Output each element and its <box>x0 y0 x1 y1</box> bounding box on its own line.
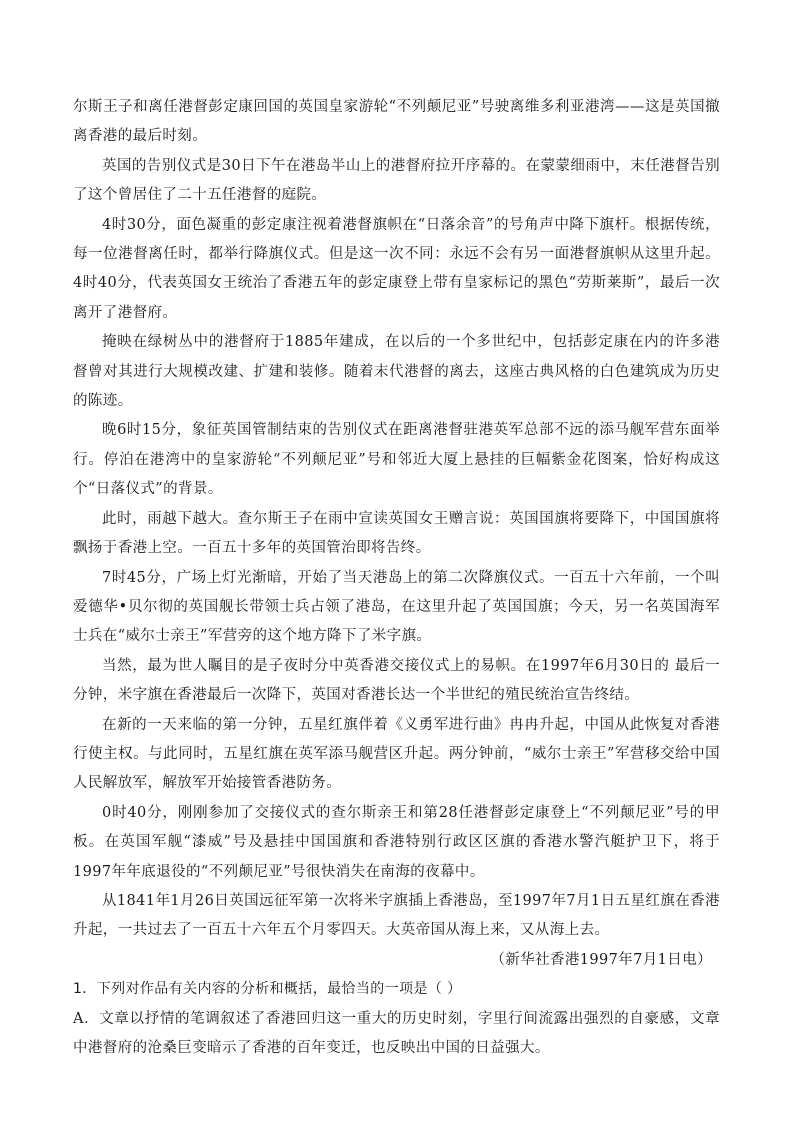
paragraph-10: 0时40分，刚刚参加了交接仪式的查尔斯亲王和第28任港督彭定康登上“不列颠尼亚”号的甲板。在英国军舰“漆威”号及悬挂中国国旗和香港特别行政区区旗的香港水警汽艇护卫下，将于1997年年底退役的“不列颠尼亚”号很快消失在南海的夜幕中。 <box>73 804 720 880</box>
paragraph-4: 掩映在绿树丛中的港督府于1885年建成，在以后的一个多世纪中，包括彭定康在内的许多港督曾对其进行大规模改建、扩建和装修。随着末代港督的离去，这座古典风格的白色建筑成为历史的陈迹。 <box>73 334 720 410</box>
question-1: 1．下列对作品有关内容的分析和概括，最恰当的一项是（ ） <box>73 981 462 998</box>
paragraph-1: 尔斯王子和离任港督彭定康回国的英国皇家游轮“不列颠尼亚”号驶离维多利亚港湾——这是英国撤离香港的最后时刻。 <box>73 99 720 145</box>
paragraph-11: 从1841年1月26日英国远征军第一次将米字旗插上香港岛，至1997年7月1日五星红旗在香港升起，一共过去了一百五十六年五个月零四天。大英帝国从海上来，又从海上去。 <box>73 892 720 939</box>
news-source-line: （新华社香港1997年7月1日电） <box>490 951 712 968</box>
paragraph-3: 4时30分，面色凝重的彭定康注视着港督旗帜在“日落余音”的号角声中降下旗杆。根据传统，每一位港督离任时，都举行降旗仪式。但是这一次不同：永远不会有另一面港督旗帜从这里升起。4时40分，代表英国女王统治了香港五年的彭定康登上带有皇家标记的黑色“劳斯莱斯”，最后一次离开了港督府。 <box>73 216 720 321</box>
paragraph-9: 在新的一天来临的第一分钟，五星红旗伴着《义勇军进行曲》冉冉升起，中国从此恢复对香港行使主权。与此同时，五星红旗在英军添马舰营区升起。两分钟前，“威尔士亲王”军营移交给中国人民解放军，解放军开始接管香港防务。 <box>73 716 720 792</box>
paragraph-5: 晚6时15分，象征英国管制结束的告别仪式在距离港督驻港英军总部不远的添马舰军营东面举行。停泊在港湾中的皇家游轮“不列颠尼亚”号和邻近大厦上悬挂的巨幅紫金花图案，恰好构成这个“日落仪式”的背景。 <box>73 422 720 498</box>
paragraph-2: 英国的告别仪式是30日下午在港岛半山上的港督府拉开序幕的。在蒙蒙细雨中，末任港督告别了这个曾居住了二十五任港督的庭院。 <box>73 157 720 204</box>
paragraph-7: 7时45分，广场上灯光渐暗，开始了当天港岛上的第二次降旗仪式。一百五十六年前，一个叫爱德华•贝尔彻的英国舰长带领士兵占领了港岛，在这里升起了英国国旗；今天，另一名英国海军士兵在“威尔士亲王”军营旁的这个地方降下了米字旗。 <box>73 569 720 645</box>
paragraph-8: 当然，最为世人瞩目的是子夜时分中英香港交接仪式上的易帜。在1997年6月30日的 最后一分钟，米字旗在香港最后一次降下，英国对香港长达一个半世纪的殖民统治宣告终结。 <box>73 657 720 704</box>
paragraph-6: 此时，雨越下越大。查尔斯王子在雨中宣读英国女王赠言说：英国国旗将要降下，中国国旗将飘扬于香港上空。一百五十多年的英国管治即将告终。 <box>73 510 720 557</box>
question-1-option-a: A．文章以抒情的笔调叙述了香港回归这一重大的历史时刻，字里行间流露出强烈的自豪感，文章中港督府的沧桑巨变暗示了香港的百年变迁，也反映出中国的日益强大。 <box>73 1010 720 1056</box>
